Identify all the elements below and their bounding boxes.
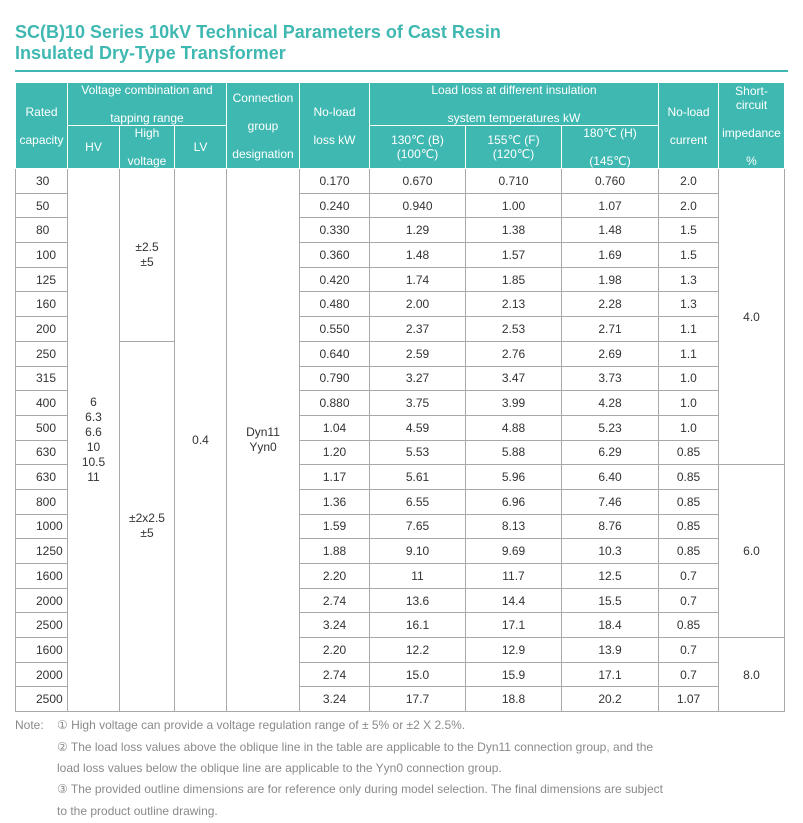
- load-loss-180-cell: 2.69: [562, 341, 659, 366]
- rated-capacity-cell: 80: [16, 218, 68, 243]
- no-load-current-cell: 1.0: [659, 366, 719, 391]
- load-loss-180-cell: 17.1: [562, 662, 659, 687]
- load-loss-130-cell: 15.0: [370, 662, 466, 687]
- rated-capacity-cell: 200: [16, 317, 68, 342]
- no-load-loss-cell: 0.550: [300, 317, 370, 342]
- cell-line: 6: [90, 395, 97, 410]
- load-loss-130-cell: 2.00: [370, 292, 466, 317]
- cell-line: Dyn11: [246, 425, 280, 440]
- rated-capacity-cell: 30: [16, 169, 68, 194]
- header-rated-capacity: Rated capacity: [16, 83, 68, 169]
- no-load-current-cell: 0.7: [659, 638, 719, 663]
- load-loss-155-cell: 1.85: [466, 267, 562, 292]
- rated-capacity-cell: 125: [16, 267, 68, 292]
- table-row: [16, 341, 785, 366]
- load-loss-180-cell: 15.5: [562, 588, 659, 613]
- load-loss-130-cell: 12.2: [370, 638, 466, 663]
- load-loss-180-cell: 1.69: [562, 243, 659, 268]
- note-2: ② The load loss values above the oblique line in the table are applicable to the Dyn11 connection group, and the: [57, 740, 654, 754]
- cell-line: ±2x2.5: [129, 511, 165, 526]
- no-load-current-cell: 1.3: [659, 292, 719, 317]
- no-load-loss-cell: 0.240: [300, 193, 370, 218]
- load-loss-180-cell: 7.46: [562, 489, 659, 514]
- rated-capacity-cell: 2000: [16, 662, 68, 687]
- no-load-loss-cell: 0.330: [300, 218, 370, 243]
- load-loss-155-cell: 15.9: [466, 662, 562, 687]
- header-load-loss: Load loss at different insulation system temperatures kW: [370, 83, 659, 126]
- no-load-current-cell: 0.7: [659, 564, 719, 589]
- impedance-cell: 4.0: [719, 169, 785, 465]
- load-loss-155-cell: 1.00: [466, 193, 562, 218]
- load-loss-155-cell: 5.88: [466, 440, 562, 465]
- no-load-current-cell: 0.85: [659, 440, 719, 465]
- load-loss-180-cell: 5.23: [562, 415, 659, 440]
- no-load-current-cell: 0.85: [659, 514, 719, 539]
- load-loss-155-cell: 17.1: [466, 613, 562, 638]
- load-loss-130-cell: 1.48: [370, 243, 466, 268]
- table-body: [16, 169, 785, 712]
- load-loss-155-cell: 2.13: [466, 292, 562, 317]
- no-load-loss-cell: 0.170: [300, 169, 370, 194]
- load-loss-155-cell: 18.8: [466, 687, 562, 712]
- load-loss-130-cell: 3.75: [370, 391, 466, 416]
- connection-group-cell: [227, 169, 300, 712]
- load-loss-130-cell: 0.670: [370, 169, 466, 194]
- no-load-loss-cell: 0.480: [300, 292, 370, 317]
- parameters-table: [15, 82, 785, 712]
- no-load-loss-cell: 0.360: [300, 243, 370, 268]
- no-load-loss-cell: 1.20: [300, 440, 370, 465]
- rated-capacity-cell: 1600: [16, 564, 68, 589]
- notes-label: Note:: [15, 718, 44, 732]
- tapping-range-a-cell: [120, 169, 175, 342]
- note-2-continued: load loss values below the oblique line are applicable to the Yyn0 connection group.: [57, 761, 502, 775]
- rated-capacity-cell: 160: [16, 292, 68, 317]
- load-loss-180-cell: 20.2: [562, 687, 659, 712]
- cell-line: 6.6: [85, 425, 102, 440]
- load-loss-155-cell: 8.13: [466, 514, 562, 539]
- load-loss-180-cell: 6.40: [562, 465, 659, 490]
- load-loss-130-cell: 6.55: [370, 489, 466, 514]
- impedance-cell: 8.0: [719, 638, 785, 712]
- load-loss-130-cell: 17.7: [370, 687, 466, 712]
- cell-line: 11: [87, 470, 100, 485]
- no-load-current-cell: 1.5: [659, 218, 719, 243]
- load-loss-155-cell: 0.710: [466, 169, 562, 194]
- rated-capacity-cell: 100: [16, 243, 68, 268]
- load-loss-130-cell: 11: [370, 564, 466, 589]
- note-3: ③ The provided outline dimensions are for reference only during model selection. The final dimensions are subject: [57, 782, 663, 796]
- header-lv: LV: [175, 126, 227, 169]
- no-load-current-cell: 0.85: [659, 465, 719, 490]
- rated-capacity-cell: 500: [16, 415, 68, 440]
- no-load-loss-cell: 2.20: [300, 638, 370, 663]
- tapping-range-b-cell: [120, 341, 175, 711]
- no-load-loss-cell: 0.420: [300, 267, 370, 292]
- load-loss-155-cell: 1.38: [466, 218, 562, 243]
- page-title: [15, 22, 575, 64]
- load-loss-155-cell: 11.7: [466, 564, 562, 589]
- load-loss-155-cell: 4.88: [466, 415, 562, 440]
- header-hv: HV: [68, 126, 120, 169]
- rated-capacity-cell: 1250: [16, 539, 68, 564]
- load-loss-155-cell: 9.69: [466, 539, 562, 564]
- load-loss-155-cell: 2.76: [466, 341, 562, 366]
- load-loss-130-cell: 5.61: [370, 465, 466, 490]
- no-load-current-cell: 1.0: [659, 415, 719, 440]
- no-load-current-cell: 0.85: [659, 489, 719, 514]
- cell-line: ±5: [140, 254, 154, 269]
- load-loss-155-cell: 12.9: [466, 638, 562, 663]
- rated-capacity-cell: 800: [16, 489, 68, 514]
- load-loss-130-cell: 4.59: [370, 415, 466, 440]
- load-loss-130-cell: 16.1: [370, 613, 466, 638]
- no-load-loss-cell: 1.04: [300, 415, 370, 440]
- header-no-load-loss: No-load loss kW: [300, 83, 370, 169]
- no-load-loss-cell: 0.880: [300, 391, 370, 416]
- no-load-loss-cell: 2.74: [300, 662, 370, 687]
- title-line: Insulated Dry-Type Transformer: [15, 43, 286, 63]
- load-loss-155-cell: 14.4: [466, 588, 562, 613]
- no-load-current-cell: 1.0: [659, 391, 719, 416]
- no-load-current-cell: 1.1: [659, 317, 719, 342]
- load-loss-155-cell: 3.99: [466, 391, 562, 416]
- rated-capacity-cell: 250: [16, 341, 68, 366]
- load-loss-130-cell: 9.10: [370, 539, 466, 564]
- no-load-current-cell: 1.3: [659, 267, 719, 292]
- table-row: [16, 169, 785, 194]
- header-temp-155: 155℃ (F)(120℃): [466, 126, 562, 169]
- rated-capacity-cell: 1600: [16, 638, 68, 663]
- load-loss-155-cell: 2.53: [466, 317, 562, 342]
- header-connection-group: Connection group designation: [227, 83, 300, 169]
- load-loss-130-cell: 1.74: [370, 267, 466, 292]
- cell-line: 10: [86, 440, 101, 455]
- rated-capacity-cell: 2500: [16, 613, 68, 638]
- rated-capacity-cell: 315: [16, 366, 68, 391]
- load-loss-130-cell: 13.6: [370, 588, 466, 613]
- lv-cell: 0.4: [175, 169, 227, 712]
- load-loss-180-cell: 3.73: [562, 366, 659, 391]
- note-1: ① High voltage can provide a voltage regulation range of ± 5% or ±2 X 2.5%.: [57, 718, 466, 732]
- load-loss-155-cell: 1.57: [466, 243, 562, 268]
- cell-line: 6.3: [85, 410, 102, 425]
- header-short-circuit-impedance: Short-circuit impedance %: [719, 83, 785, 169]
- no-load-current-cell: 2.0: [659, 169, 719, 194]
- cell-line: ±2.5: [135, 239, 159, 254]
- load-loss-155-cell: 5.96: [466, 465, 562, 490]
- load-loss-130-cell: 3.27: [370, 366, 466, 391]
- load-loss-180-cell: 1.07: [562, 193, 659, 218]
- load-loss-180-cell: 2.71: [562, 317, 659, 342]
- rated-capacity-cell: 50: [16, 193, 68, 218]
- rated-capacity-cell: 630: [16, 440, 68, 465]
- load-loss-130-cell: 1.29: [370, 218, 466, 243]
- load-loss-130-cell: 2.37: [370, 317, 466, 342]
- load-loss-180-cell: 0.760: [562, 169, 659, 194]
- no-load-current-cell: 0.85: [659, 539, 719, 564]
- no-load-current-cell: 1.07: [659, 687, 719, 712]
- cell-line: 10.5: [81, 455, 106, 470]
- header-high-voltage: High voltage: [120, 126, 175, 169]
- load-loss-180-cell: 6.29: [562, 440, 659, 465]
- load-loss-130-cell: 5.53: [370, 440, 466, 465]
- no-load-current-cell: 0.7: [659, 662, 719, 687]
- load-loss-155-cell: 6.96: [466, 489, 562, 514]
- rated-capacity-cell: 2000: [16, 588, 68, 613]
- rated-capacity-cell: 1000: [16, 514, 68, 539]
- no-load-current-cell: 0.7: [659, 588, 719, 613]
- hv-values-cell: [68, 169, 120, 712]
- title-line: SC(B)10 Series 10kV Technical Parameters of Cast Resin: [15, 22, 501, 42]
- load-loss-130-cell: 0.940: [370, 193, 466, 218]
- rated-capacity-cell: 400: [16, 391, 68, 416]
- no-load-loss-cell: 1.36: [300, 489, 370, 514]
- load-loss-180-cell: 1.48: [562, 218, 659, 243]
- no-load-current-cell: 2.0: [659, 193, 719, 218]
- no-load-loss-cell: 2.20: [300, 564, 370, 589]
- load-loss-180-cell: 10.3: [562, 539, 659, 564]
- rated-capacity-cell: 2500: [16, 687, 68, 712]
- load-loss-180-cell: 18.4: [562, 613, 659, 638]
- cell-line: Yyn0: [249, 440, 277, 455]
- no-load-loss-cell: 1.59: [300, 514, 370, 539]
- no-load-loss-cell: 1.17: [300, 465, 370, 490]
- no-load-loss-cell: 2.74: [300, 588, 370, 613]
- load-loss-180-cell: 13.9: [562, 638, 659, 663]
- header-temp-130: 130℃ (B)(100℃): [370, 126, 466, 169]
- no-load-loss-cell: 3.24: [300, 613, 370, 638]
- load-loss-180-cell: 1.98: [562, 267, 659, 292]
- note-3-continued: to the product outline drawing.: [57, 804, 218, 818]
- no-load-loss-cell: 0.790: [300, 366, 370, 391]
- no-load-loss-cell: 3.24: [300, 687, 370, 712]
- header-temp-180: 180℃ (H) (145℃): [562, 126, 659, 169]
- impedance-cell: 6.0: [719, 465, 785, 638]
- load-loss-130-cell: 2.59: [370, 341, 466, 366]
- no-load-current-cell: 1.1: [659, 341, 719, 366]
- cell-line: ±5: [140, 526, 154, 541]
- header-no-load-current: No-load current: [659, 83, 719, 169]
- load-loss-180-cell: 4.28: [562, 391, 659, 416]
- load-loss-155-cell: 3.47: [466, 366, 562, 391]
- no-load-loss-cell: 0.640: [300, 341, 370, 366]
- load-loss-130-cell: 7.65: [370, 514, 466, 539]
- no-load-loss-cell: 1.88: [300, 539, 370, 564]
- no-load-current-cell: 1.5: [659, 243, 719, 268]
- rated-capacity-cell: 630: [16, 465, 68, 490]
- load-loss-180-cell: 2.28: [562, 292, 659, 317]
- header-voltage-combination: Voltage combination and tapping range: [68, 83, 227, 126]
- load-loss-180-cell: 12.5: [562, 564, 659, 589]
- load-loss-180-cell: 8.76: [562, 514, 659, 539]
- no-load-current-cell: 0.85: [659, 613, 719, 638]
- title-divider: [15, 70, 788, 72]
